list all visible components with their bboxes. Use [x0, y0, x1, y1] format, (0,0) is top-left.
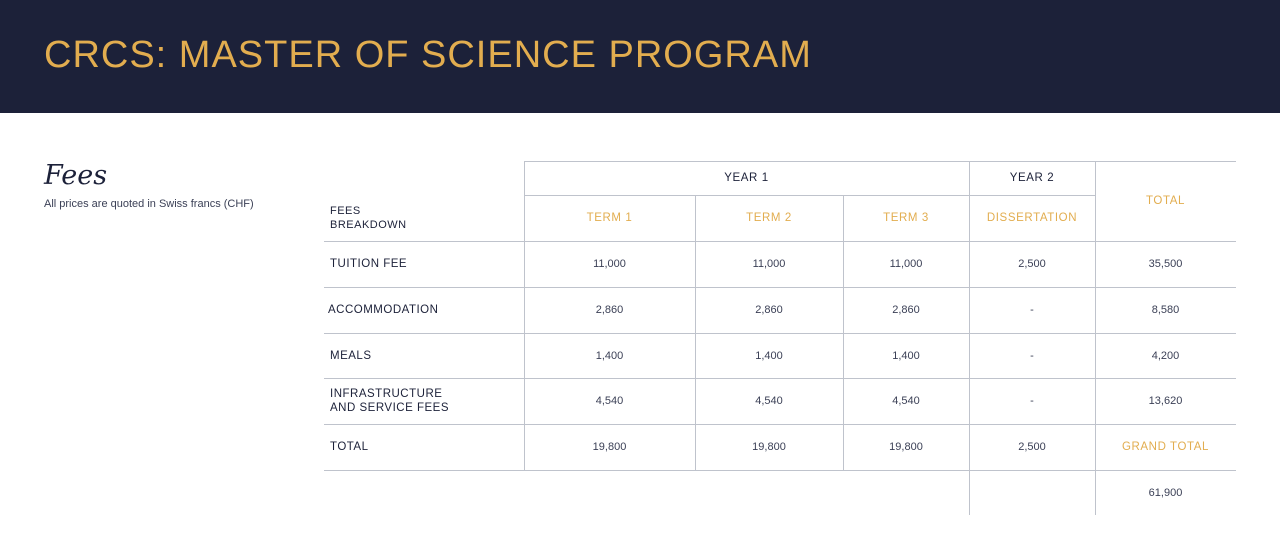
table-cell: 35,500	[1148, 258, 1183, 270]
table-cell: 1,400	[755, 349, 783, 362]
row-label: TUITION FEE	[330, 258, 408, 270]
table-cell: 4,200	[1151, 349, 1180, 362]
table-cell: -	[1030, 395, 1034, 407]
table-cell: 2,860	[892, 304, 920, 316]
table-cell: 2,500	[1018, 441, 1046, 453]
term-2-header: TERM 2	[746, 212, 792, 224]
grand-total-value: 61,900	[1148, 486, 1183, 499]
term-3-header: TERM 3	[883, 212, 929, 224]
dissertation-header: DISSERTATION	[986, 212, 1078, 224]
table-cell: 11,000	[593, 258, 626, 270]
row-label: TOTAL	[330, 441, 369, 453]
table-cell: 19,800	[752, 441, 786, 453]
row-label: ACCOMMODATION	[328, 304, 439, 316]
page-title: CRCS: MASTER OF SCIENCE PROGRAM	[44, 34, 812, 76]
fees-heading: Fees	[44, 160, 108, 191]
term-1-header: TERM 1	[586, 212, 633, 224]
grand-total-label: GRAND TOTAL	[1121, 441, 1210, 453]
table-cell: 2,500	[1018, 258, 1046, 270]
row-label: MEALS	[330, 349, 372, 362]
year-2-header: YEAR 2	[1009, 172, 1055, 184]
page-header	[0, 0, 1280, 113]
table-cell: -	[1030, 349, 1034, 362]
fees-breakdown-header: FEES BREAKDOWN	[330, 205, 407, 231]
table-cell: 19,800	[592, 441, 627, 453]
table-cell: 4,540	[595, 395, 624, 407]
table-cell: -	[1030, 304, 1034, 316]
table-cell: 1,400	[892, 349, 920, 362]
table-cell: 4,540	[755, 395, 783, 407]
table-cell: 11,000	[752, 258, 786, 270]
table-cell: 1,400	[595, 349, 624, 362]
table-cell: 13,620	[1148, 395, 1183, 407]
table-cell: 19,800	[889, 441, 923, 453]
total-column-header: TOTAL	[1146, 195, 1185, 207]
table-cell: 2,860	[595, 304, 624, 316]
row-label: INFRASTRUCTURE AND SERVICE FEES	[330, 388, 449, 414]
table-cell: 4,540	[892, 395, 920, 407]
table-cell: 2,860	[755, 304, 783, 316]
table-cell: 8,580	[1151, 304, 1180, 316]
fees-subtitle: All prices are quoted in Swiss francs (CHF)	[44, 198, 254, 210]
year-1-header: YEAR 1	[724, 172, 769, 184]
table-cell: 11,000	[889, 258, 923, 270]
